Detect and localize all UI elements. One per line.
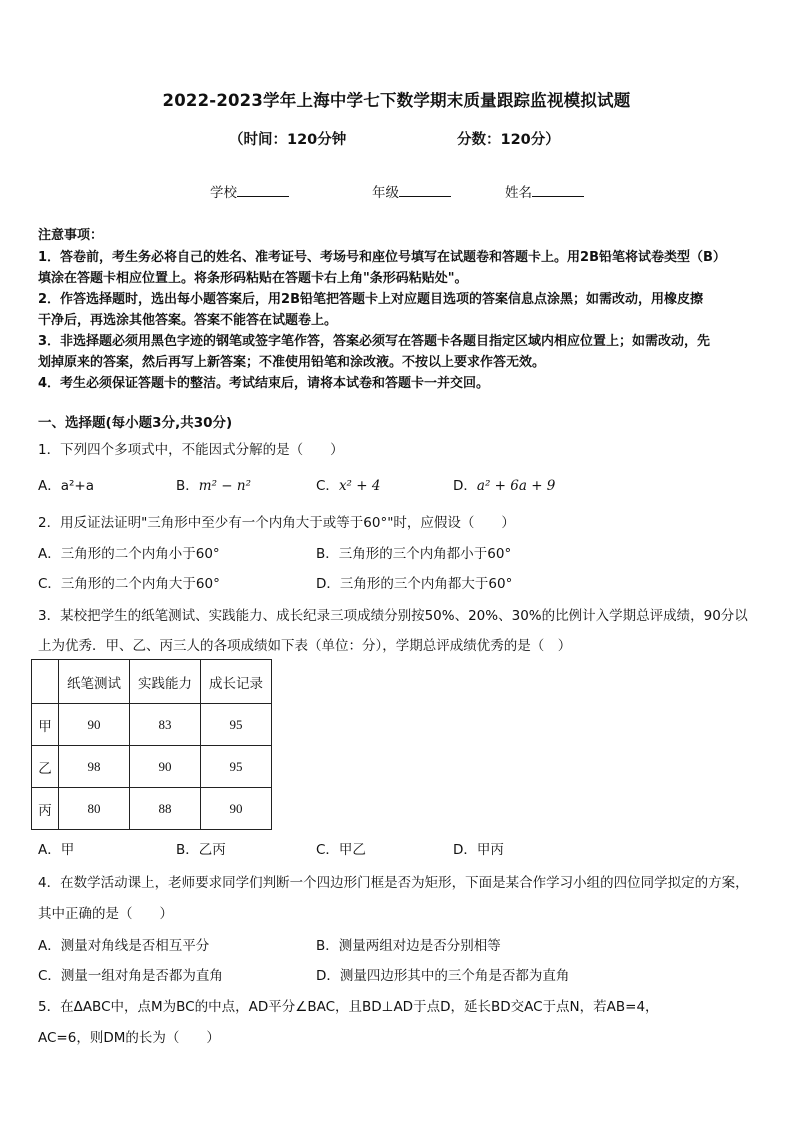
table-cell: 90 [59, 704, 130, 746]
q1-option-b[interactable] [176, 474, 251, 494]
table-cell: 95 [201, 704, 272, 746]
table-cell: 95 [201, 746, 272, 788]
table-header-row [32, 660, 272, 704]
table-cell: 90 [201, 788, 272, 830]
table-cell: 80 [59, 788, 130, 830]
question-3-stem: 3．某校把学生的纸笔测试、实践能力、成长纪录三项成绩分别按50%、20%、30%的比例计入学期总评成绩，90分以 [38, 608, 748, 624]
table-cell: 88 [130, 788, 201, 830]
note-line: 干净后，再选涂其他答案。答案不能答在试题卷上。 [38, 313, 338, 328]
note-line: 划掉原来的答案，然后再写上新答案；不准使用铅笔和涂改液。不按以上要求作答无效。 [38, 355, 546, 370]
option-formula: m² − n² [198, 478, 251, 494]
q3-option-a[interactable]: A．甲 [38, 842, 75, 858]
grade-label: 年级 [372, 185, 399, 201]
note-line: 3．非选择题必须用黑色字迹的钢笔或签字笔作答，答案必须写在答题卡各题目指定区域内相应位置上；如需改动，先 [38, 334, 711, 349]
question-5-stem: 5．在ΔABC中，点M为BC的中点，AD平分∠BAC，且BD⊥AD于点D，延长BD交AC于点N，若AB=4， [38, 999, 659, 1015]
q4-option-d[interactable]: D．测量四边形其中的三个角是否都为直角 [316, 968, 570, 984]
question-1-stem: 1．下列四个多项式中，不能因式分解的是（ ） [38, 442, 344, 458]
q4-option-b[interactable]: B．测量两组对边是否分别相等 [316, 938, 501, 954]
name-blank[interactable] [532, 184, 584, 197]
grade-blank[interactable] [399, 184, 451, 197]
q2-option-a[interactable]: A．三角形的二个内角小于60° [38, 546, 220, 562]
section-heading: 一、选择题(每小题3分,共30分) [38, 415, 233, 431]
q2-option-b[interactable]: B．三角形的三个内角都小于60° [316, 546, 512, 562]
question-3-stem-cont: 上为优秀．甲、乙、丙三人的各项成绩如下表（单位：分），学期总评成绩优秀的是（ ） [38, 638, 572, 654]
table-cell: 83 [130, 704, 201, 746]
table-row [32, 746, 272, 788]
question-4-stem-cont: 其中正确的是（ ） [38, 906, 173, 922]
table-header-cell: 成长记录 [201, 660, 272, 704]
option-formula: a² + 6a + 9 [476, 478, 556, 494]
note-line: 1．答卷前，考生务必将自己的姓名、准考证号、考场号和座位号填写在试题卷和答题卡上。用2B铅笔将试卷类型（B） [38, 250, 726, 265]
school-label: 学校 [210, 185, 237, 201]
table-header-cell: 实践能力 [130, 660, 201, 704]
q1-option-d[interactable] [453, 474, 555, 494]
notes-heading: 注意事项： [38, 228, 104, 243]
q1-option-a[interactable]: A．a²+a [38, 478, 95, 494]
option-letter: B． [176, 478, 199, 494]
q4-option-c[interactable]: C．测量一组对角是否都为直角 [38, 968, 223, 984]
table-cell: 乙 [32, 746, 59, 788]
option-formula: x² + 4 [338, 478, 381, 494]
table-cell: 98 [59, 746, 130, 788]
score-table [31, 659, 272, 830]
exam-time: （时间：120分钟 [229, 132, 347, 148]
school-blank[interactable] [237, 184, 289, 197]
table-row [32, 788, 272, 830]
question-2-stem: 2．用反证法证明"三角形中至少有一个内角大于或等于60°"时，应假设（ ） [38, 515, 515, 531]
q3-option-b[interactable]: B．乙丙 [176, 842, 226, 858]
note-line: 填涂在答题卡相应位置上。将条形码粘贴在答题卡右上角"条形码粘贴处"。 [38, 271, 468, 286]
question-5-stem-cont: AC=6，则DM的长为（ ） [38, 1030, 220, 1046]
table-cell: 90 [130, 746, 201, 788]
question-4-stem: 4．在数学活动课上，老师要求同学们判断一个四边形门框是否为矩形，下面是某合作学习小组的四位同学拟定的方案， [38, 875, 749, 891]
exam-score: 分数：120分） [457, 132, 560, 148]
note-line: 4．考生必须保证答题卡的整洁。考试结束后，请将本试卷和答题卡一并交回。 [38, 376, 490, 391]
table-cell: 丙 [32, 788, 59, 830]
table-row [32, 704, 272, 746]
table-cell: 甲 [32, 704, 59, 746]
note-line: 2．作答选择题时，选出每小题答案后，用2B铅笔把答题卡上对应题目选项的答案信息点涂黑；如需改动，用橡皮擦 [38, 292, 704, 307]
q2-option-d[interactable]: D．三角形的三个内角都大于60° [316, 576, 513, 592]
q4-option-a[interactable]: A．测量对角线是否相互平分 [38, 938, 210, 954]
table-header-cell: 纸笔测试 [59, 660, 130, 704]
q3-option-c[interactable]: C．甲乙 [316, 842, 366, 858]
option-letter: C． [316, 478, 339, 494]
q3-option-d[interactable]: D．甲丙 [453, 842, 504, 858]
q2-option-c[interactable]: C．三角形的二个内角大于60° [38, 576, 220, 592]
q1-option-c[interactable] [316, 474, 380, 494]
name-label: 姓名 [505, 185, 532, 201]
option-letter: D． [453, 478, 477, 494]
page-title: 2022-2023学年上海中学七下数学期末质量跟踪监视模拟试题 [162, 91, 631, 110]
table-header-cell [32, 660, 59, 704]
